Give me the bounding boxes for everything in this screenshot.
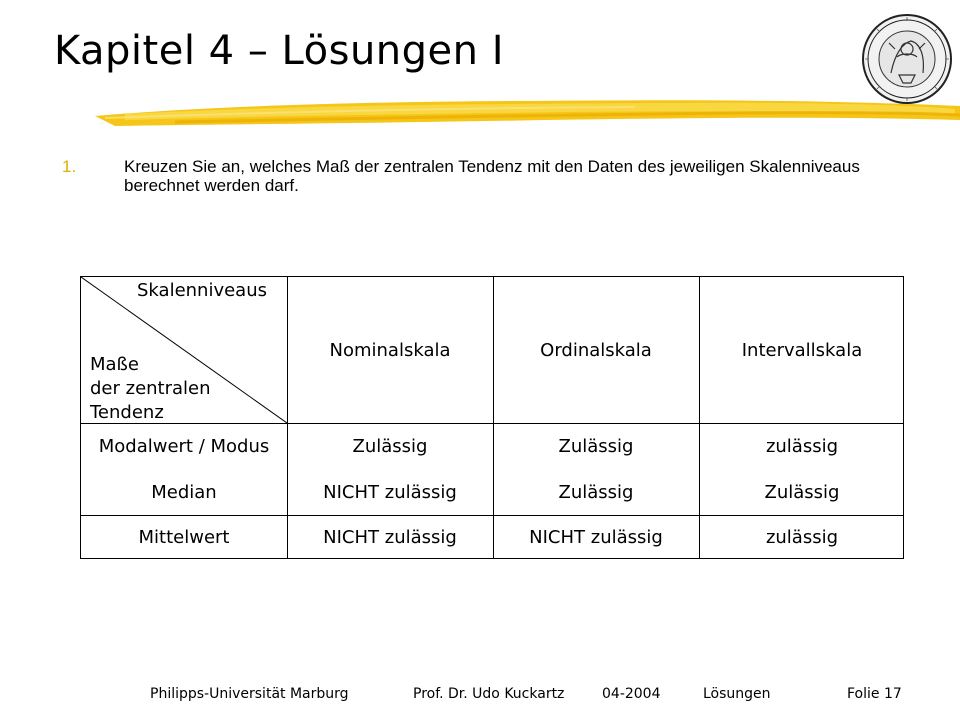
footer-author: Prof. Dr. Udo Kuckartz bbox=[413, 686, 565, 702]
row-label-median: Median bbox=[151, 481, 217, 503]
table-cell: NICHT zulässig bbox=[323, 526, 457, 548]
corner-label-line: der zentralen bbox=[90, 378, 211, 399]
table-cell: zulässig bbox=[765, 435, 839, 457]
footer-topic: Lösungen bbox=[703, 686, 771, 702]
slide-footer bbox=[0, 686, 960, 706]
table-cell: Zulässig bbox=[764, 481, 840, 503]
yellow-brush-stroke bbox=[95, 96, 960, 132]
table-cell: Zulässig bbox=[352, 435, 428, 457]
footer-slide-number: Folie 17 bbox=[847, 686, 902, 702]
footer-date: 04-2004 bbox=[602, 686, 661, 702]
university-seal bbox=[861, 13, 953, 105]
corner-label-line: Maße bbox=[90, 354, 139, 375]
question-text: Kreuzen Sie an, welches Maß der zentralen Tendenz mit den Daten des jeweiligen Skalenniveaus berechnet werden darf. bbox=[124, 157, 860, 195]
question-number: 1. bbox=[62, 157, 77, 176]
corner-label-skalenniveaus: Skalenniveaus bbox=[137, 280, 267, 301]
footer-university: Philipps-Universität Marburg bbox=[150, 686, 349, 702]
table-cell: NICHT zulässig bbox=[529, 526, 663, 548]
table-cell: Zulässig bbox=[558, 435, 634, 457]
scale-table bbox=[80, 276, 904, 559]
column-header-intervallskala: Intervallskala bbox=[741, 339, 863, 361]
corner-label-line: Tendenz bbox=[90, 402, 164, 423]
table-cell: Zulässig bbox=[558, 481, 634, 503]
slide-title: Kapitel 4 – Lösungen I bbox=[54, 28, 505, 74]
table-cell: NICHT zulässig bbox=[323, 481, 457, 503]
row-label-modalwert: Modalwert / Modus bbox=[98, 435, 270, 457]
row-label-mittelwert: Mittelwert bbox=[138, 526, 230, 548]
column-header-ordinalskala: Ordinalskala bbox=[540, 339, 652, 361]
question-1 bbox=[62, 157, 862, 195]
column-header-nominalskala: Nominalskala bbox=[329, 339, 451, 361]
table-cell: zulässig bbox=[765, 526, 839, 548]
corner-label-masse bbox=[90, 353, 211, 425]
